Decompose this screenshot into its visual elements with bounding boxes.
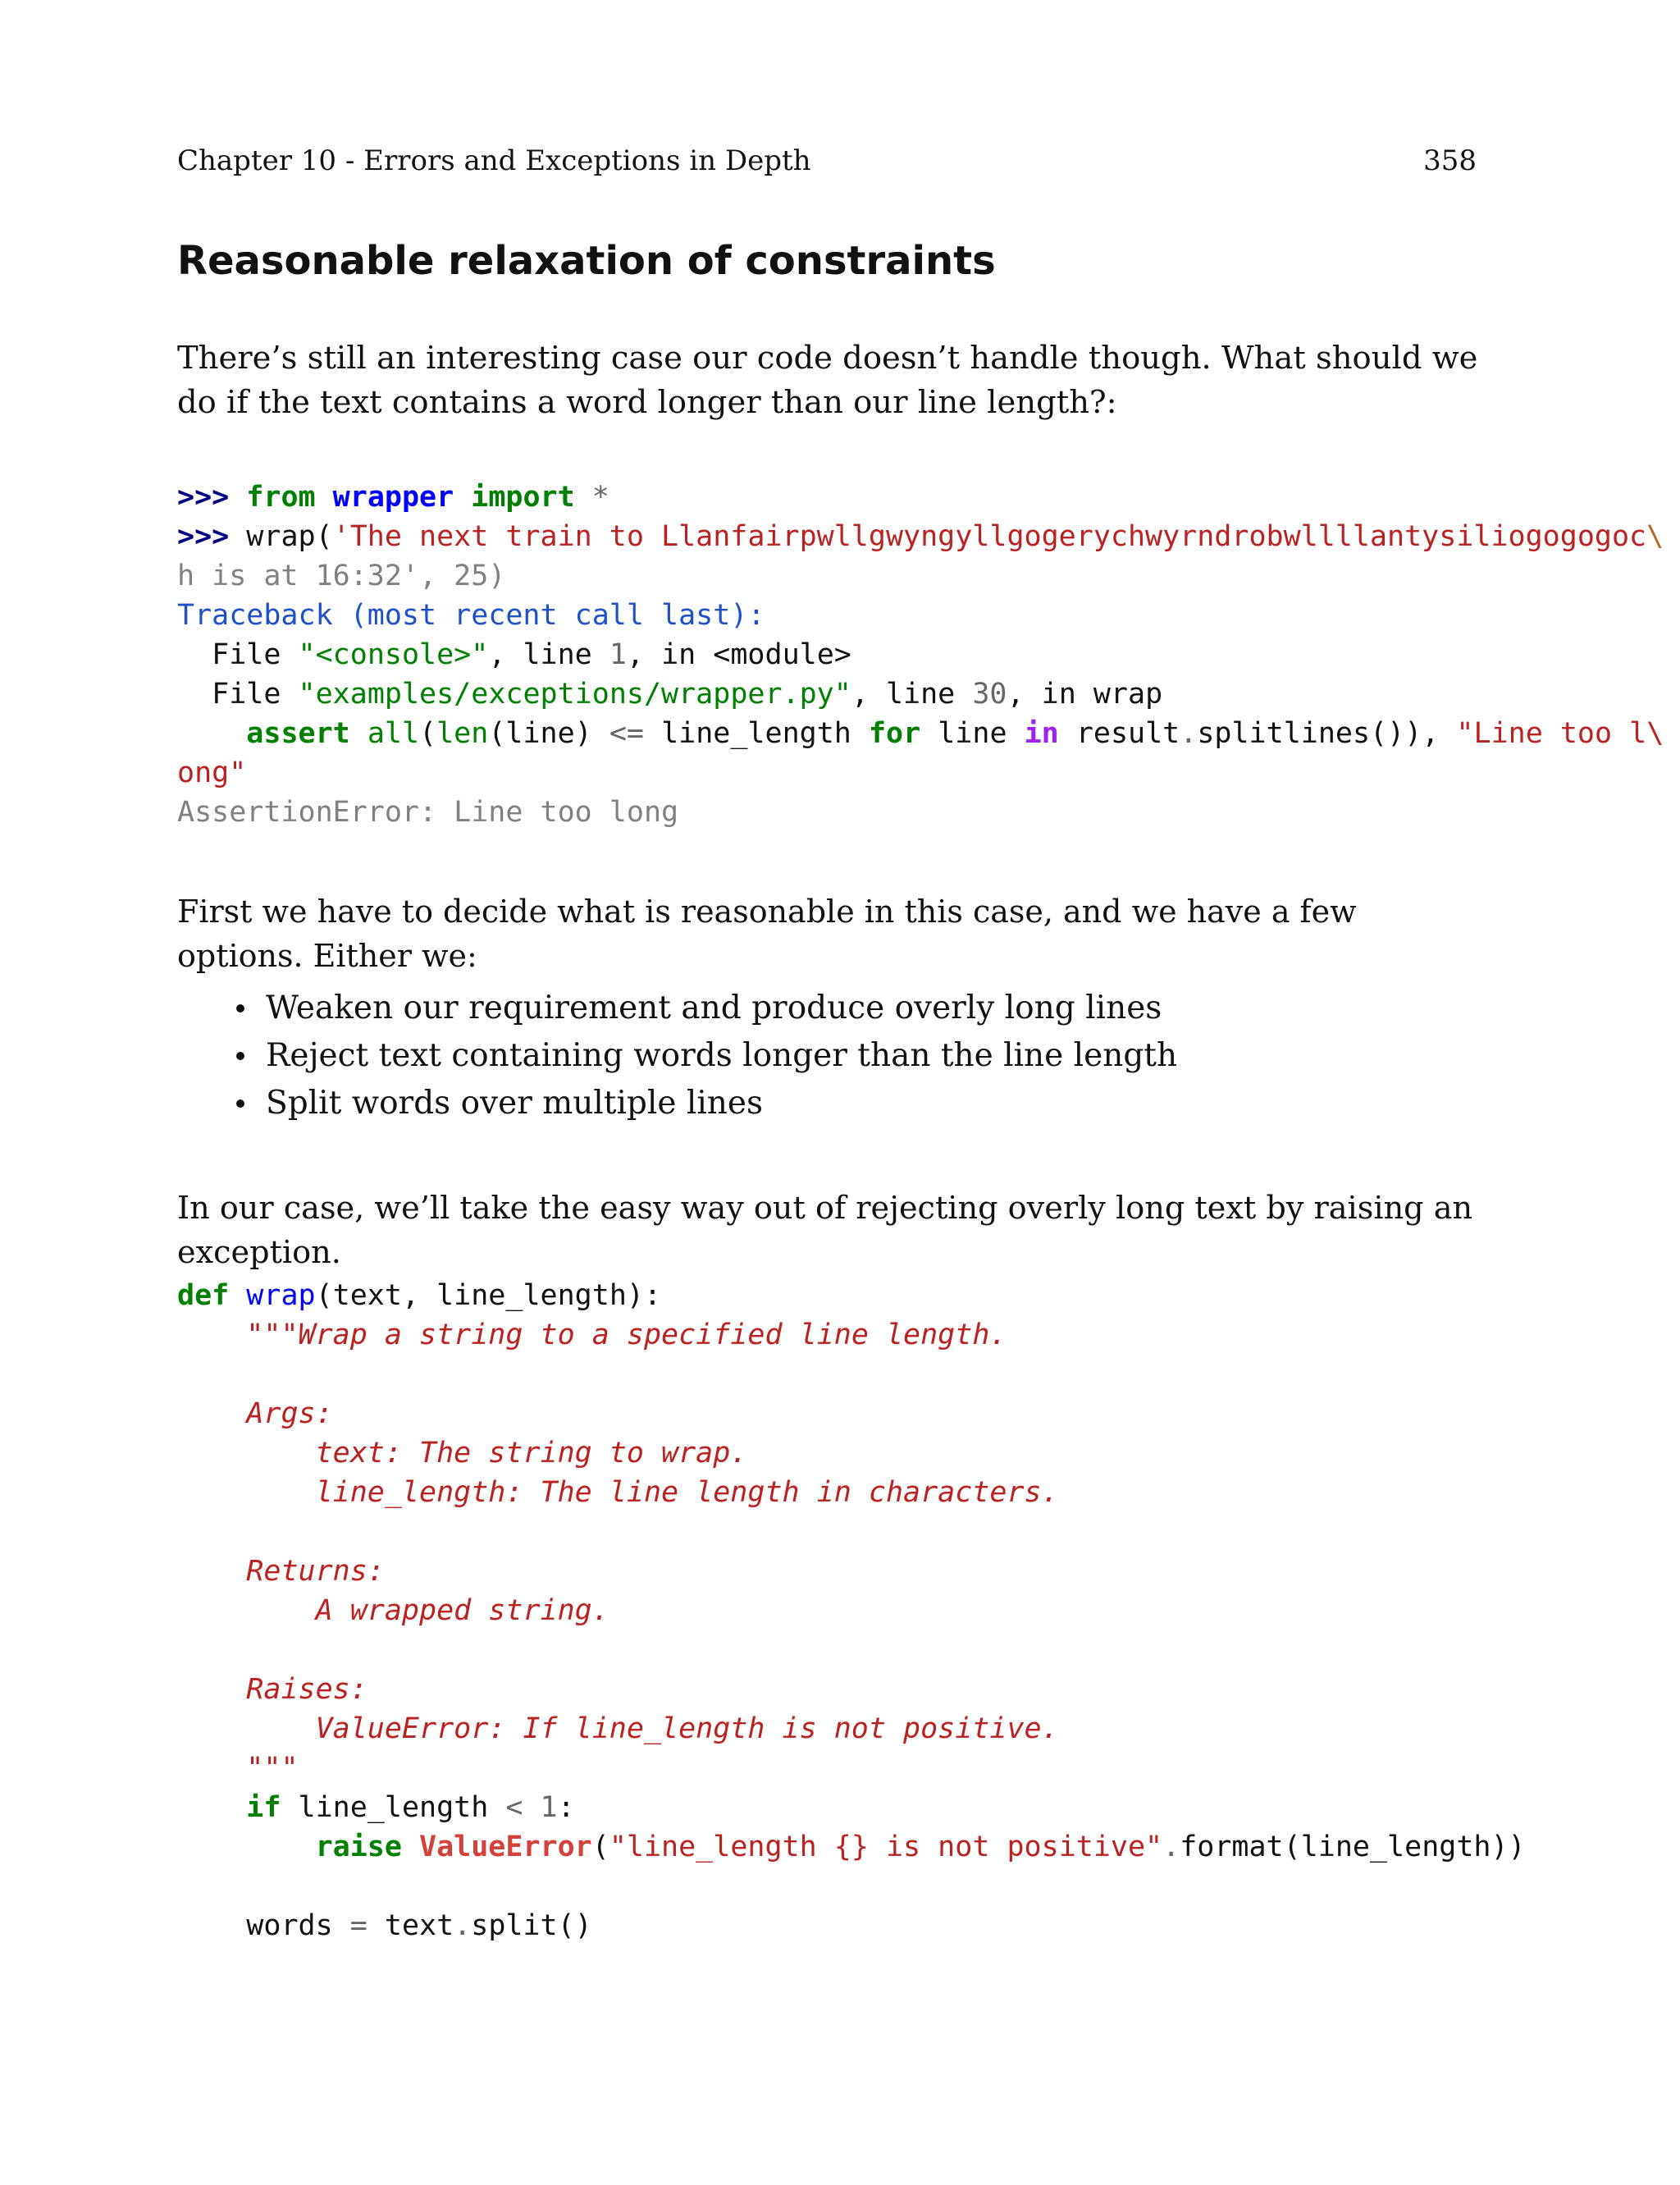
module-name: wrapper: [332, 481, 454, 514]
file-path: "examples/exceptions/wrapper.py": [298, 678, 851, 711]
repl-code-block: [177, 478, 1664, 832]
code-line: [177, 1670, 1526, 1709]
code-text: (text, line_length):: [315, 1279, 662, 1312]
bullet-icon: [236, 1052, 244, 1060]
traceback-header: Traceback (most recent call last):: [177, 599, 765, 632]
code-line: [177, 1906, 1526, 1945]
wrap-function-code-block: [177, 1276, 1526, 1945]
code-text: line_length: [281, 1791, 506, 1824]
string-literal: "line_length {} is not positive": [609, 1831, 1163, 1863]
code-text: text: [367, 1909, 454, 1942]
repl-prompt: >>>: [177, 481, 230, 514]
operator: .: [1180, 717, 1198, 750]
number-literal: 1: [540, 1791, 558, 1824]
docstring: line_length: The line length in characters.: [315, 1476, 1059, 1509]
code-text: result: [1058, 717, 1180, 750]
code-text: File: [212, 638, 281, 671]
keyword: assert: [246, 717, 350, 750]
code-line: [177, 635, 1664, 674]
code-line: [177, 1355, 1526, 1394]
function-name: wrap: [246, 1279, 316, 1312]
code-text: , in <module>: [626, 638, 851, 671]
list-item: [177, 985, 1177, 1032]
code-line: [177, 1630, 1526, 1670]
code-text: , in wrap: [1007, 678, 1163, 711]
code-line: [177, 1867, 1526, 1906]
section-heading: Reasonable relaxation of constraints: [177, 238, 996, 284]
code-text: (line): [488, 717, 609, 750]
code-text: line: [920, 717, 1025, 750]
bullet-icon: [236, 1099, 244, 1108]
code-text: :: [557, 1791, 575, 1824]
keyword: def: [177, 1279, 230, 1312]
code-text: , line: [851, 678, 956, 711]
operator: =: [349, 1909, 368, 1942]
code-line: [177, 1394, 1526, 1433]
code-line: [177, 1788, 1526, 1827]
list-item-text: Weaken our requirement and produce overly long lines: [266, 990, 1162, 1026]
code-line: [177, 596, 1664, 635]
code-text: format(line_length)): [1180, 1831, 1526, 1863]
line-continuation: \: [1646, 717, 1664, 750]
code-line: [177, 478, 1664, 517]
code-text: words: [246, 1909, 350, 1942]
repl-output: h is at 16:32', 25): [177, 560, 506, 592]
page-number: 358: [1423, 144, 1477, 177]
code-text: line_length: [644, 717, 869, 750]
docstring: ValueError: If line_length is not positive.: [315, 1712, 1059, 1745]
keyword: raise: [315, 1831, 402, 1863]
code-line: [177, 517, 1664, 556]
docstring: text: The string to wrap.: [315, 1437, 748, 1470]
line-continuation: \: [1646, 520, 1664, 553]
list-item: [177, 1080, 1177, 1127]
repl-prompt: >>>: [177, 520, 230, 553]
decision-paragraph: In our case, we’ll take the easy way out of rejecting overly long text by raising an exception.: [177, 1191, 1473, 1271]
code-line: [177, 556, 1664, 596]
code-line: [177, 714, 1664, 753]
code-line: [177, 1315, 1526, 1355]
bullet-icon: [236, 1004, 244, 1013]
docstring-quote: """: [246, 1752, 299, 1785]
code-line: [177, 1709, 1526, 1748]
keyword: for: [868, 717, 921, 750]
code-text: File: [212, 678, 281, 711]
docstring: Returns:: [246, 1555, 385, 1588]
code-line: [177, 1748, 1526, 1788]
docstring: Args:: [246, 1397, 333, 1430]
line-number: 1: [609, 638, 627, 671]
code-text: splitlines()),: [1197, 717, 1457, 750]
list-item-text: Split words over multiple lines: [266, 1085, 764, 1122]
options-list: [177, 985, 1177, 1127]
code-line: [177, 1433, 1526, 1473]
code-line: [177, 793, 1664, 832]
file-path: "<console>": [298, 638, 489, 671]
code-line: [177, 1827, 1526, 1867]
operator: .: [454, 1909, 472, 1942]
code-line: [177, 753, 1664, 793]
code-text: , line: [488, 638, 592, 671]
docstring: Raises:: [246, 1673, 368, 1706]
options-paragraph: First we have to decide what is reasonable in this case, and we have a few options. Either we:: [177, 894, 1357, 974]
operator: <=: [609, 717, 644, 750]
error-message: AssertionError: Line too long: [177, 796, 679, 829]
code-line: [177, 1552, 1526, 1591]
keyword: from: [246, 481, 316, 514]
keyword: import: [471, 481, 575, 514]
keyword: if: [246, 1791, 281, 1824]
code-line: [177, 1591, 1526, 1630]
builtin: len: [436, 717, 489, 750]
code-text: (: [419, 717, 437, 750]
operator: <: [505, 1791, 523, 1824]
book-page: [177, 0, 1664, 2185]
code-line: [177, 674, 1664, 714]
code-text: wrap(: [246, 520, 333, 553]
code-text: split(): [471, 1909, 592, 1942]
code-line: [177, 1512, 1526, 1552]
list-item: [177, 1032, 1177, 1080]
code-line: [177, 1473, 1526, 1512]
running-header: [177, 144, 1506, 185]
docstring: A wrapped string.: [315, 1594, 609, 1627]
chapter-title: Chapter 10 - Errors and Exceptions in Depth: [177, 144, 811, 177]
string-literal: 'The next train to Llanfairpwllgwyngyllgogerychwyrndrobwllllantysiliogogogoc: [332, 520, 1647, 553]
builtin: all: [367, 717, 420, 750]
operator: *: [591, 481, 609, 514]
code-line: [177, 1276, 1526, 1315]
exception-name: ValueError: [419, 1831, 592, 1863]
keyword: in: [1024, 717, 1059, 750]
intro-paragraph: There’s still an interesting case our code doesn’t handle though. What should we do if the text contains a word longer than our line length?:: [177, 340, 1478, 421]
list-item-text: Reject text containing words longer than the line length: [266, 1037, 1178, 1074]
docstring-quote: """: [246, 1319, 299, 1351]
operator: .: [1162, 1831, 1180, 1863]
line-number: 30: [972, 678, 1007, 711]
string-literal: "Line too l: [1456, 717, 1647, 750]
code-text: (: [591, 1831, 609, 1863]
docstring: Wrap a string to a specified line length.: [298, 1319, 1007, 1351]
string-literal: ong": [177, 757, 247, 789]
